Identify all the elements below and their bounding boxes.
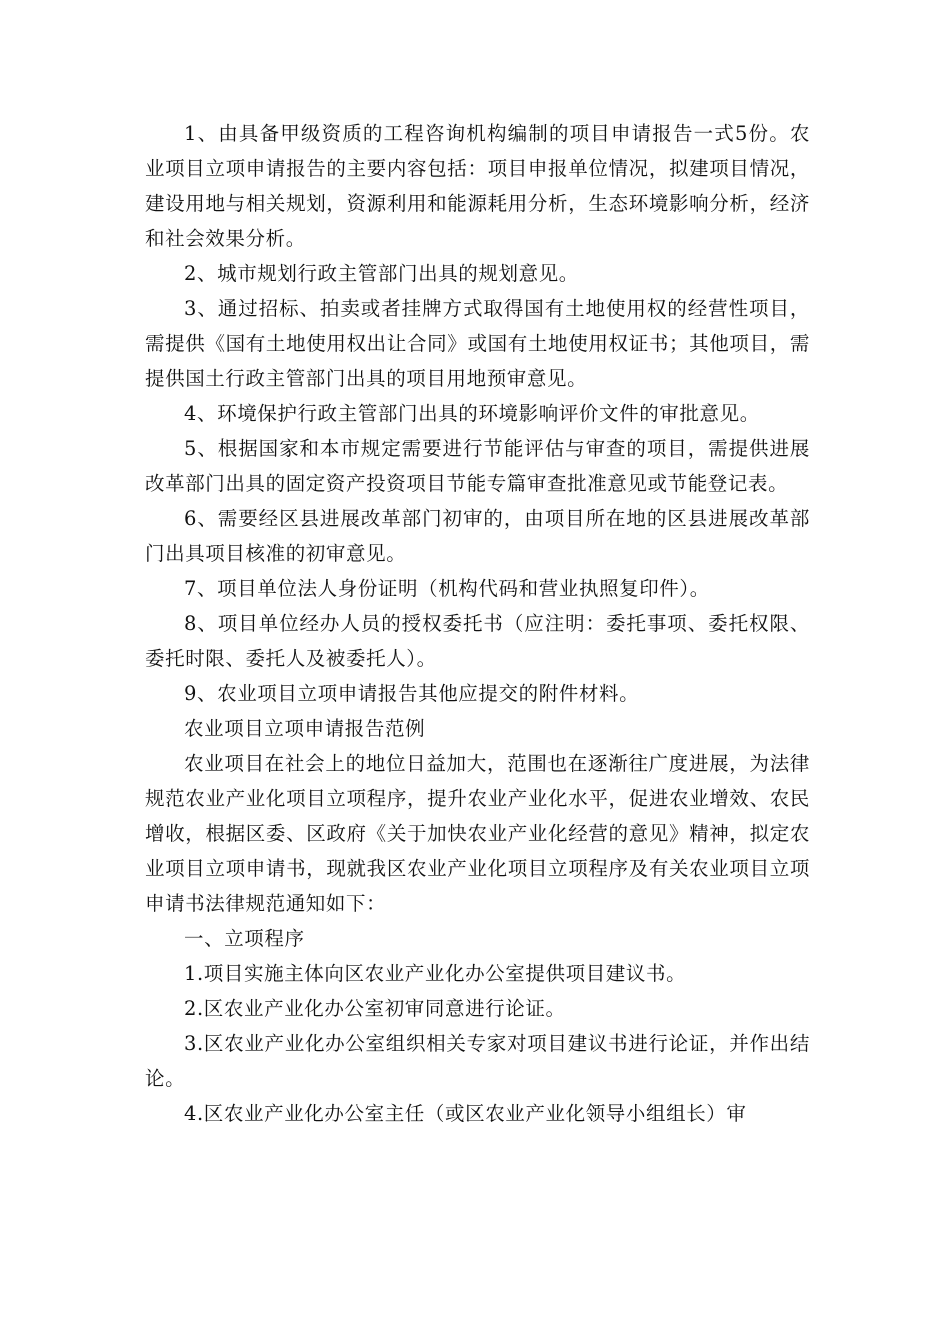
paragraph-item-8-power-of-attorney: 8、项目单位经办人员的授权委托书（应注明：委托事项、委托权限、委托时限、委托人及被委托人）。 — [145, 612, 810, 670]
procedure-step-1: 1.项目实施主体向区农业产业化办公室提供项目建议书。 — [184, 962, 687, 985]
paragraph-introduction: 农业项目在社会上的地位日益加大，范围也在逐渐往广度进展，为法律规范农业产业化项目立项程序，提升农业产业化水平，促进农业增效、农民增收，根据区委、区政府《关于加快农业产业化经营的意见》精神，拟定农业项目立项申请书，现就我区农业产业化项目立项程序及有关农业项目立项申请书法律规范通知如下： — [145, 752, 810, 915]
paragraph-item-2-planning-opinion: 2、城市规划行政主管部门出具的规划意见。 — [184, 262, 579, 285]
paragraph-item-5-energy-review: 5、根据国家和本市规定需要进行节能评估与审查的项目，需提供进展改革部门出具的固定资产投资项目节能专篇审查批准意见或节能登记表。 — [145, 437, 810, 495]
section-heading-procedure: 一、立项程序 — [184, 927, 305, 950]
paragraph-item-3-land-use-rights: 3、通过招标、拍卖或者挂牌方式取得国有土地使用权的经营性项目，需提供《国有土地使用权出让合同》或国有土地使用权证书；其他项目，需提供国土行政主管部门出具的项目用地预审意见。 — [145, 297, 810, 390]
paragraph-item-6-preliminary-review: 6、需要经区县进展改革部门初审的，由项目所在地的区县进展改革部门出具项目核准的初审意见。 — [145, 507, 810, 565]
paragraph-item-7-legal-person-id: 7、项目单位法人身份证明（机构代码和营业执照复印件）。 — [184, 577, 710, 600]
procedure-step-2: 2.区农业产业化办公室初审同意进行论证。 — [184, 997, 566, 1020]
paragraph-item-1-report-copies: 1、由具备甲级资质的工程咨询机构编制的项目申请报告一式5份。农业项目立项申请报告的主要内容包括：项目申报单位情况，拟建项目情况，建设用地与相关规划，资源利用和能源耗用分析，生态环境影响分析，经济和社会效果分析。 — [145, 122, 810, 250]
procedure-step-4: 4.区农业产业化办公室主任（或区农业产业化领导小组组长）审 — [184, 1102, 747, 1125]
paragraph-item-9-other-attachments: 9、农业项目立项申请报告其他应提交的附件材料。 — [184, 682, 640, 705]
document-body — [145, 116, 810, 1131]
paragraph-item-4-environment-approval: 4、环境保护行政主管部门出具的环境影响评价文件的审批意见。 — [184, 402, 760, 425]
procedure-step-3: 3.区农业产业化办公室组织相关专家对项目建议书进行论证，并作出结论。 — [145, 1032, 810, 1090]
section-heading-example: 农业项目立项申请报告范例 — [184, 717, 426, 740]
